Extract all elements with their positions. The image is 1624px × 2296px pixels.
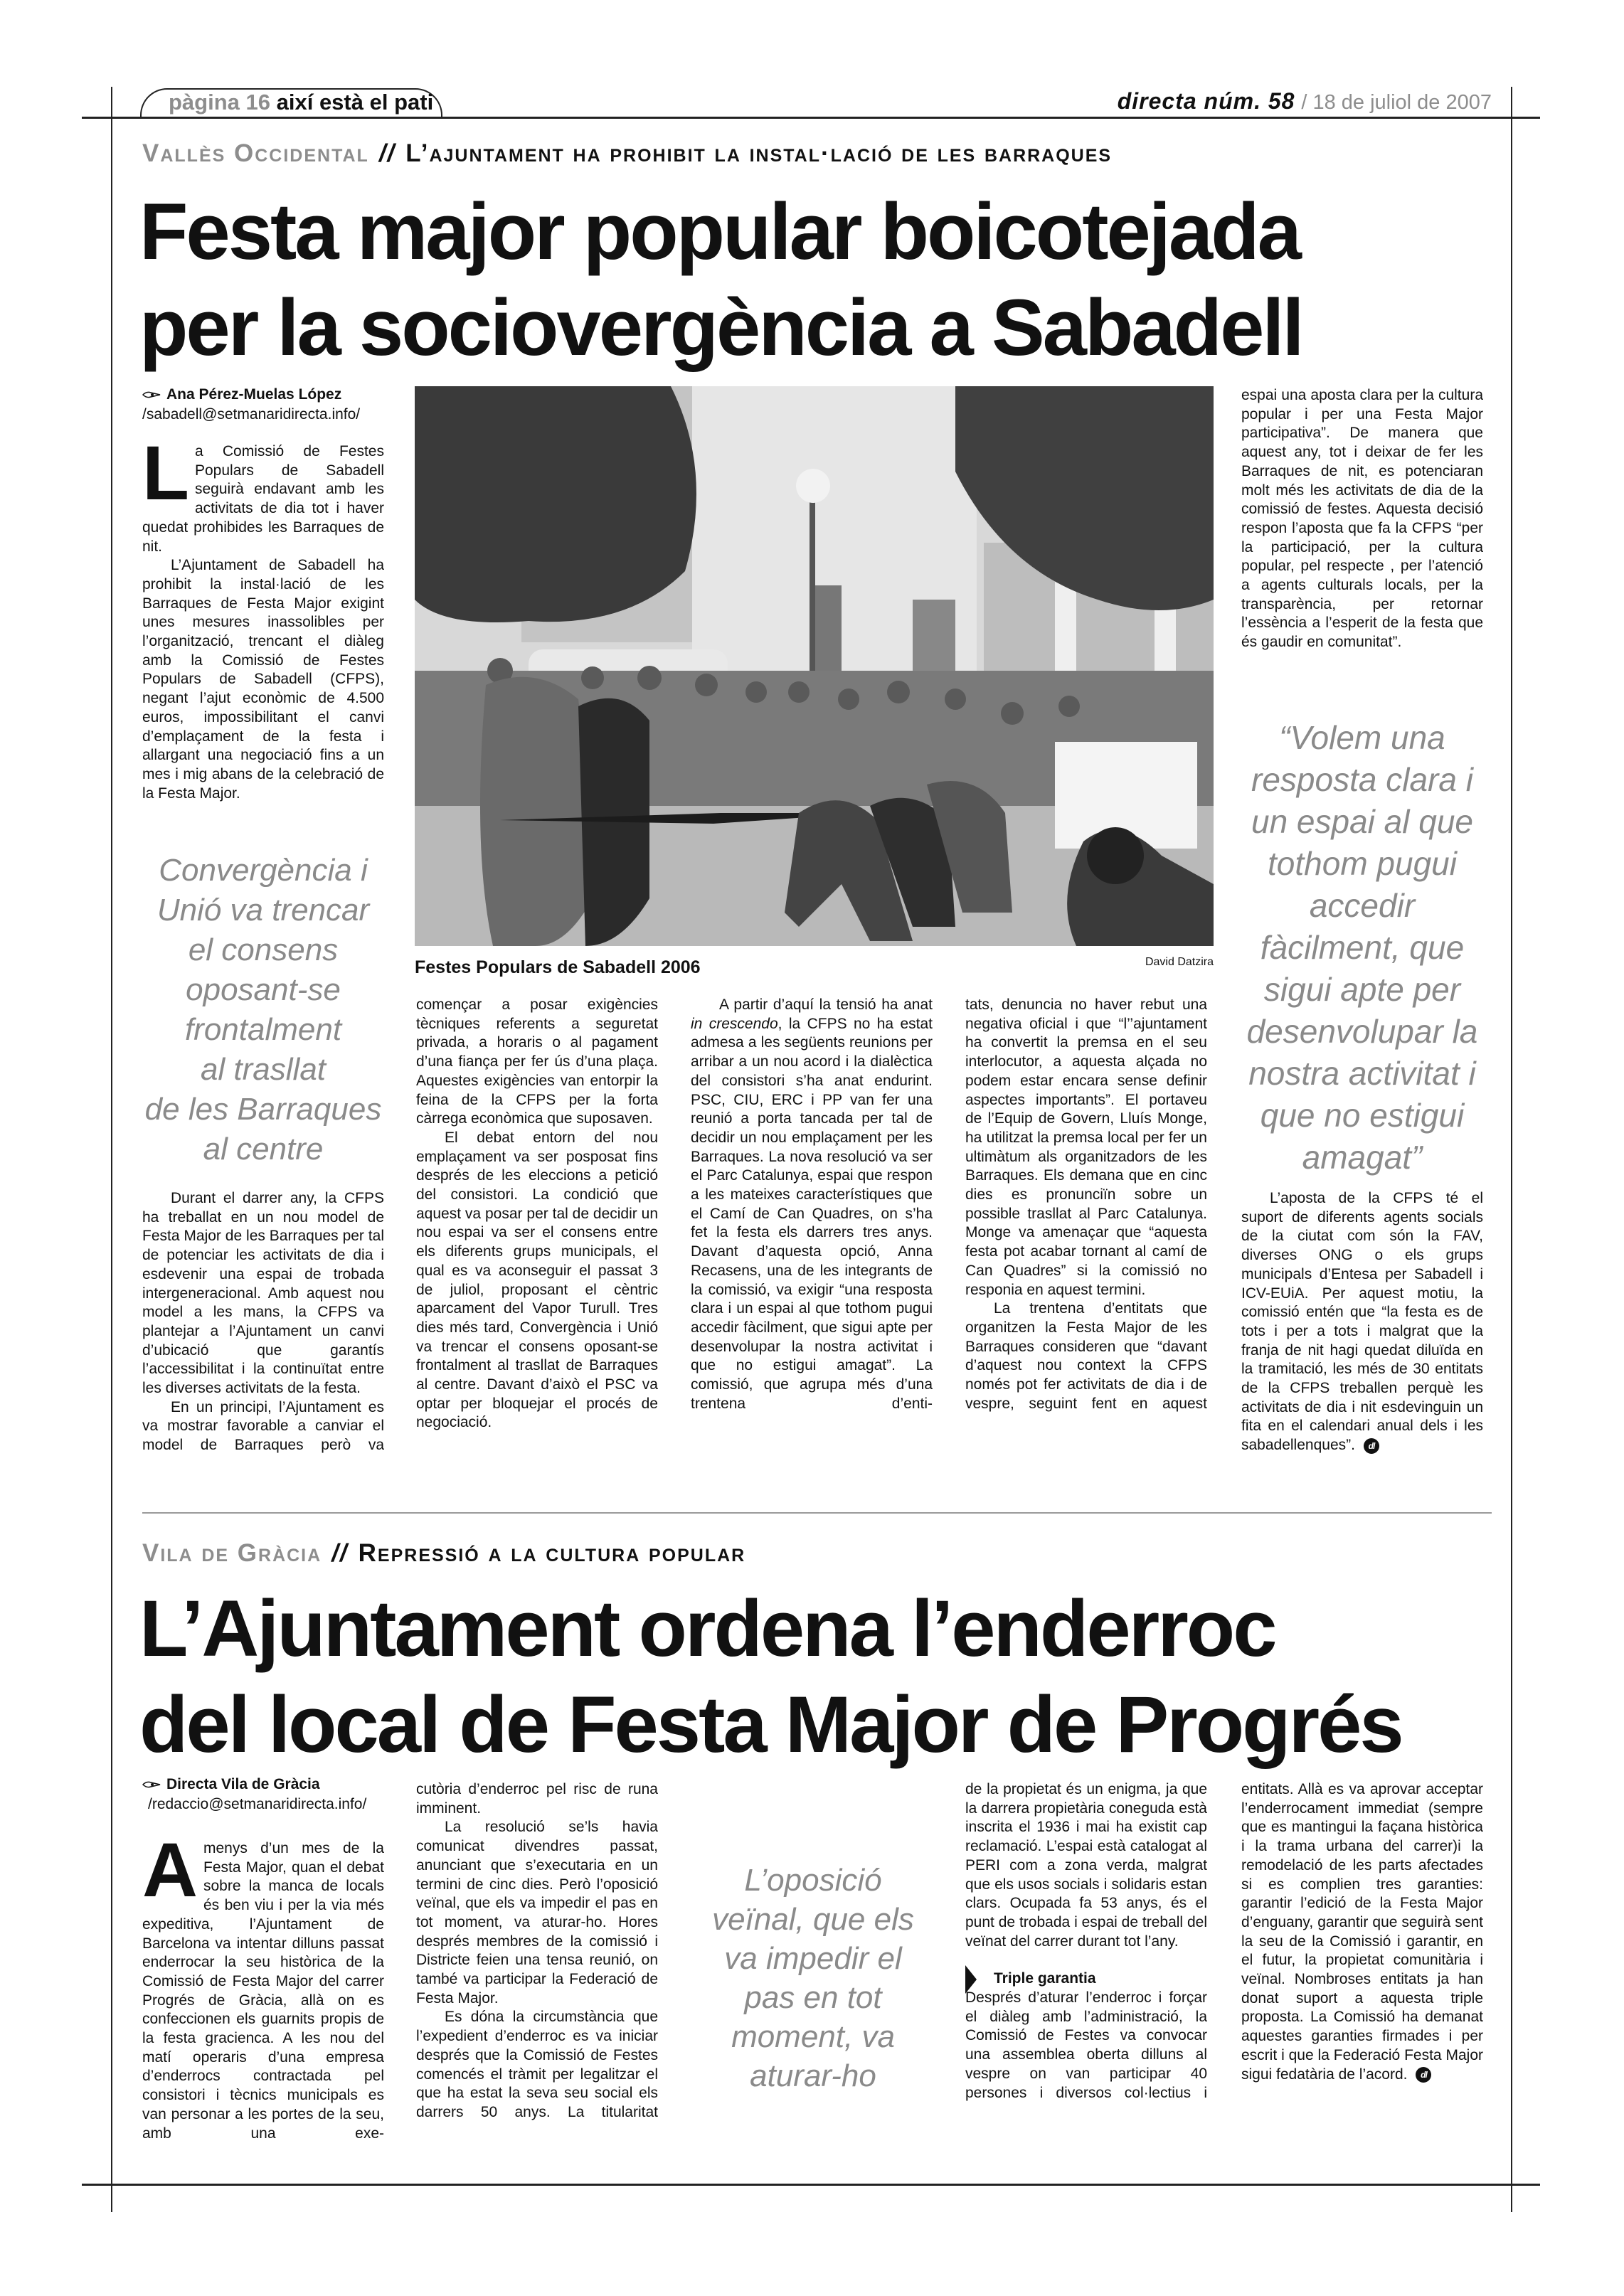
triangle-marker-icon xyxy=(965,1965,977,1994)
pullquote-line: pas en tot xyxy=(744,1980,882,2015)
article-divider xyxy=(142,1512,1492,1514)
paragraph: La trentena d’entitats que organitzen la Festa Major de les Barraques consideren que “davant d’aquest nou context la CFPS només pot fer activitats de dia i de vespre, seguint fent en aquest xyxy=(965,1300,1207,1412)
pullquote-line: de les Barraques xyxy=(144,1092,382,1127)
paragraph xyxy=(1241,1189,1483,1455)
article1-column-4 xyxy=(965,996,1207,1504)
pullquote-line: al centre xyxy=(203,1132,324,1166)
article2-column-1 xyxy=(142,1839,384,2174)
paragraph: espai una aposta clara per la cultura popular i per una Festa Major participativa”. De manera que aquest any, tot i deixar de fer les Barraques de nit, es potenciaran molt més les activitats de dia de la comissió de festes. Aquesta decisió respon l’aposta que fa la CFPS “per la participació, per la cultura popular, pel respecte , per l’atenció a agents culturals locals, per la transparència, per retornar l’essència a l’esperit de la festa que és gaudir en comunitat”. xyxy=(1241,387,1483,651)
pullquote-line: amagat” xyxy=(1302,1139,1423,1176)
kicker-separator: // xyxy=(331,1539,349,1567)
author-name: Directa Vila de Gràcia xyxy=(166,1776,320,1792)
article1-column-3 xyxy=(691,996,933,1504)
headline-line: L’Ajuntament ordena l’enderroc xyxy=(139,1584,1275,1673)
article1-column-2 xyxy=(416,996,658,1504)
paragraph: tats, denuncia no haver rebut una negativa oficial i que “l’’ajuntament ha convertit la premsa en el seu interlocutor, a aquesta alçada no podem estar encara sense definir aspectes importants”. El portaveu de l’Equip de Govern, Lluís Monge, ha utilitzat la premsa local per fer un ultimàtum als organitzadors de les Barraques. Els demana que en cinc dies es pronunciïn sobre un possible trasllat al Parc Catalunya. Monge va amenaçar que “aquesta festa pot acabar tornant al camí de Can Quadres” si la comissió no responia en aquest termini. xyxy=(965,996,1207,1298)
paragraph: El debat entorn del nou emplaçament va ser posposat fins després de les eleccions a petició del consistori. La condició que aquest va posar per tal de decidir un nou espai va ser el consens entre els diferents grups municipals, el qual es va aconseguir el passat 3 de juliol, proposant el cèntric aparcament del Vapor Turull. Tres dies més tard, Convergència i Unió va trencar el consens oposant-se frontalment al trasllat de Barraques al centre. Davant d’això el PSC va optar per bloquejar el procés de negociació. xyxy=(416,1129,658,1431)
pen-icon xyxy=(142,1780,161,1789)
paragraph-text: menys d’un mes de la Festa Major, quan el debat sobre la manca de locals és ben viu i per la via més expeditiva, l’Ajuntament de Barcelona va intentar dilluns passat enderrocar la seu històrica de la Comissió de Festa Major del carrer Progrés de Gràcia, allà on es confeccionen els guarnits propis de la festa gracienca. A les nou del matí operaris d’una empresa d’enderrocs contractada pel consistori i tècnics municipals es van personar a les portes de la seu, amb una exe- xyxy=(142,1840,384,2142)
paragraph: Després d’aturar l’enderroc i forçar el diàleg amb l’administració, la Comissió de Festes va convocar una assemblea oberta dilluns al vespre on van participar 40 persones i diversos col·lectius i xyxy=(965,1989,1207,2101)
pullquote-line: tothom pugui xyxy=(1268,845,1457,882)
article1-byline xyxy=(142,386,360,423)
article1-headline xyxy=(139,184,1302,376)
pen-icon xyxy=(142,390,161,399)
photo-person-right-head xyxy=(1087,827,1144,884)
pullquote-line: frontalment xyxy=(184,1012,342,1047)
pullquote-line: veïnal, que els xyxy=(712,1902,914,1937)
kicker-region: Vallès Occidental xyxy=(142,139,369,167)
author-name: Ana Pérez-Muelas López xyxy=(166,386,342,403)
pullquote-line: al trasllat xyxy=(200,1052,327,1087)
paragraph xyxy=(691,996,933,1413)
pullquote-line: “Volem una xyxy=(1279,719,1445,756)
footer-rule xyxy=(82,2184,1540,2186)
author-email[interactable]: /redaccio@setmanaridirecta.info/ xyxy=(148,1796,367,1812)
paragraph-text: L’aposta de la CFPS té el suport de diferents agents socials de la ciutat com són la FAV, diverses ONG o els grups municipals d’Entesa per Sabadell i ICV-EUiA. Per aquest motiu, la comissió entén que “la festa es de tots i per a tots i malgrat que la franja de nit hagi quedat diluïda en la tramitació, les més de 30 entitats de la CFPS treballen perquè les activitats de dia i nit esdevinguin un fita en el calendari anual dels i les sabadellenques”. xyxy=(1241,1190,1483,1454)
paragraph: Es dóna la circumstància que l’expedient d’enderroc es va iniciar després que la Comissió de Festes comencés el tràmit per legalitzar el que ha estat la seva seu social els darrers 50 anys. La titularitat xyxy=(416,2009,658,2120)
article2-column-5 xyxy=(1241,1780,1483,2175)
frame-right-rule xyxy=(1511,87,1512,2212)
paragraph: cutòria d’enderroc pel risc de runa imminent. xyxy=(416,1781,658,1817)
pullquote-line: L’oposició xyxy=(744,1863,882,1898)
author-email[interactable]: /sabadell@setmanaridirecta.info/ xyxy=(142,406,361,422)
italic-phrase: in crescendo xyxy=(691,1015,778,1032)
article1-kicker xyxy=(142,139,1112,168)
article2-kicker xyxy=(142,1539,745,1568)
pullquote-line: Unió va trencar xyxy=(156,893,370,928)
publication-issue: directa núm. 58 xyxy=(1117,88,1295,114)
pullquote-line: fàcilment, que xyxy=(1260,929,1465,966)
pullquote-line: oposant-se xyxy=(186,972,341,1007)
end-of-article-icon: dl xyxy=(1364,1438,1379,1454)
pullquote-line: moment, va xyxy=(731,2019,895,2054)
pullquote-3 xyxy=(689,1861,938,2095)
kicker-region: Vila de Gràcia xyxy=(142,1539,322,1567)
headline-line: per la sociovergència a Sabadell xyxy=(139,283,1302,372)
frame-left-rule xyxy=(111,87,112,2212)
headline-line: del local de Festa Major de Progrés xyxy=(139,1680,1402,1769)
kicker-separator: // xyxy=(378,139,396,167)
page-section-label xyxy=(169,90,433,115)
kicker-topic: Repressió a la cultura popular xyxy=(358,1539,746,1567)
end-of-article-icon: dl xyxy=(1416,2067,1431,2083)
pullquote-line: aturar-ho xyxy=(750,2058,876,2093)
photo-doorway xyxy=(913,600,955,678)
article2-byline xyxy=(142,1776,366,1813)
pullquote-line: va impedir el xyxy=(724,1941,902,1976)
paragraph-text: A partir d’aquí la tensió ha anat xyxy=(719,996,933,1013)
kicker-topic: L’ajuntament ha prohibit la instal·lació de les barraques xyxy=(405,139,1113,167)
pullquote-line: nostra activitat i xyxy=(1248,1055,1476,1092)
subheading xyxy=(965,1970,1207,1989)
pullquote-1 xyxy=(139,851,388,1169)
paragraph: Durant el darrer any, la CFPS ha treballat en un nou model de Festa Major de les Barraques per tal de potenciar les activitats de dia i esdevenir una espai de trobada intergeneracional. Amb aquest nou model a les mans, la CFPS va plantejar a l’Ajuntament un canvi d’ubicació que garantís l’accessibilitat i la continuïtat entre les diverses activitats de la festa. xyxy=(142,1190,384,1397)
drop-cap: L xyxy=(142,442,189,516)
festival-photo xyxy=(415,386,1214,946)
lead-paragraph xyxy=(142,442,384,556)
photo-credit: David Datzira xyxy=(1145,956,1214,968)
pullquote-line: desenvolupar la xyxy=(1246,1013,1478,1050)
photo-lamp xyxy=(796,469,830,503)
photo-doorway xyxy=(813,585,842,671)
paragraph-text: , la CFPS no ha estat admesa a les següents reunions per arribar a un nou acord i la dialèctica del consistori s’ha anat endurint. PSC, CIU, ERC i PP van fer una reunió a porta tancada per tal de decidir un nou emplaçament per les Barraques. La nova resolució va ser el Parc Catalunya, espai que respon a les mateixes característiques que el Camí de Can Quadres, on s’ha fet la festa els darrers tres anys. Davant d’aquesta opció, Anna Recasens, una de les integrants de la comissió, va exigir “una resposta clara i un espai al que tothom pugui accedir fàcilment, que sigui apte per desenvolupar la nostra activitat i que no estigui amagat”. La comissió, que agrupa més d’una trentena d’enti- xyxy=(691,1015,933,1412)
paragraph: L’Ajuntament de Sabadell ha prohibit la instal·lació de les Barraques de Festa Major exigint unes mesures inassolibles per l’organització, trencant el diàleg amb la Comissió de Festes Populars de Sabadell (CFPS), negant l’ajut econòmic de 4.500 euros, impossibilitant el canvi d’emplaçament de la festa i allargant una negociació fins a un mes i mig abans de la celebració de la Festa Major. xyxy=(142,557,384,802)
article1-column-5b xyxy=(1241,1189,1483,1506)
article1-column-5a xyxy=(1241,386,1483,706)
page-number: pàgina 16 xyxy=(169,90,270,115)
article1-column-1b xyxy=(142,1189,384,1506)
paragraph: En un principi, l’Ajuntament es va mostrar favorable a canviar el model de Barraques però va xyxy=(142,1398,384,1454)
article2-headline xyxy=(139,1580,1402,1773)
headline-line: Festa major popular boicotejada xyxy=(139,187,1300,276)
pullquote-2 xyxy=(1238,717,1487,1179)
pullquote-line: Convergència i xyxy=(159,853,368,888)
drop-cap: A xyxy=(142,1839,198,1913)
photo-caption: Festes Populars de Sabadell 2006 xyxy=(415,957,701,977)
pullquote-line: sigui apte per xyxy=(1263,971,1461,1008)
pullquote-line: que no estigui xyxy=(1260,1097,1465,1134)
paragraph: La resolució se’ls havia comunicat divendres passat, anunciant que s’executaria en un termini de cinc dies. Però l’oposició veïnal, que els va impedir el pas en tot moment, va aturar-ho. Hores després membres de la comissió i Districte feien una tensa reunió, on també va participar la Federació de Festa Major. xyxy=(416,1819,658,2007)
paragraph xyxy=(1241,1780,1483,2084)
pullquote-line: un espai al que xyxy=(1251,803,1474,840)
pullquote-line: accedir xyxy=(1309,887,1416,924)
issue-info xyxy=(1118,88,1492,115)
issue-date: / 18 de juliol de 2007 xyxy=(1301,91,1492,114)
paragraph-text: entitats. Allà es va aprovar acceptar l’enderrocament immediat (sempre que es mantingui la façana històrica i la trama urbana del carrer)i la remodelació de les parts afectades si es complien tres garanties: garantir l’edició de la Festa Major d’enguany, garantir que seguirà sent la seu de la Comissió i garantir, en el futur, la propietat comunitària i veïnal. Nombroses entitats ja han donat suport a aquesta triple proposta. La Comissió ha demanat aquestes garanties firmades i per escrit i que la Federació Festa Major sigui fedatària de l’acord. xyxy=(1241,1781,1483,2083)
lead-paragraph xyxy=(142,1839,384,2143)
article1-column-1a xyxy=(142,442,384,827)
article2-column-4 xyxy=(965,1780,1207,2175)
paragraph: començar a posar exigències tècniques referents a seguretat privada, a horaris o al pagament d’una fiança per fer ús d’una plaça. Aquestes exigències van entorpir la feina de la CFPS per la forta càrrega econòmica que suposaven. xyxy=(416,996,658,1127)
photo-tree-left xyxy=(415,386,696,622)
paragraph: de la propietat és un enigma, ja que la darrera propietària coneguda està inscrita el 1936 i mai ha existit cap reclamació. L’espai està catalogat al PERI com a zona verda, malgrat que els usos socials i solidaris estan clars. Ocupada fa 53 anys, és el punt de trobada i espai de treball del veïnat del carrer durant tot l’any. xyxy=(965,1781,1207,1950)
article2-column-2 xyxy=(416,1780,658,2175)
section-name: així està el pati xyxy=(276,90,434,115)
paragraph-text: a Comissió de Festes Populars de Sabadell seguirà endavant amb les activitats de dia tot i haver quedat prohibides les Barraques de nit. xyxy=(142,443,384,555)
pullquote-line: el consens xyxy=(188,932,339,967)
pullquote-line: resposta clara i xyxy=(1251,761,1473,798)
subheading-text: Triple garantia xyxy=(994,1970,1096,1987)
